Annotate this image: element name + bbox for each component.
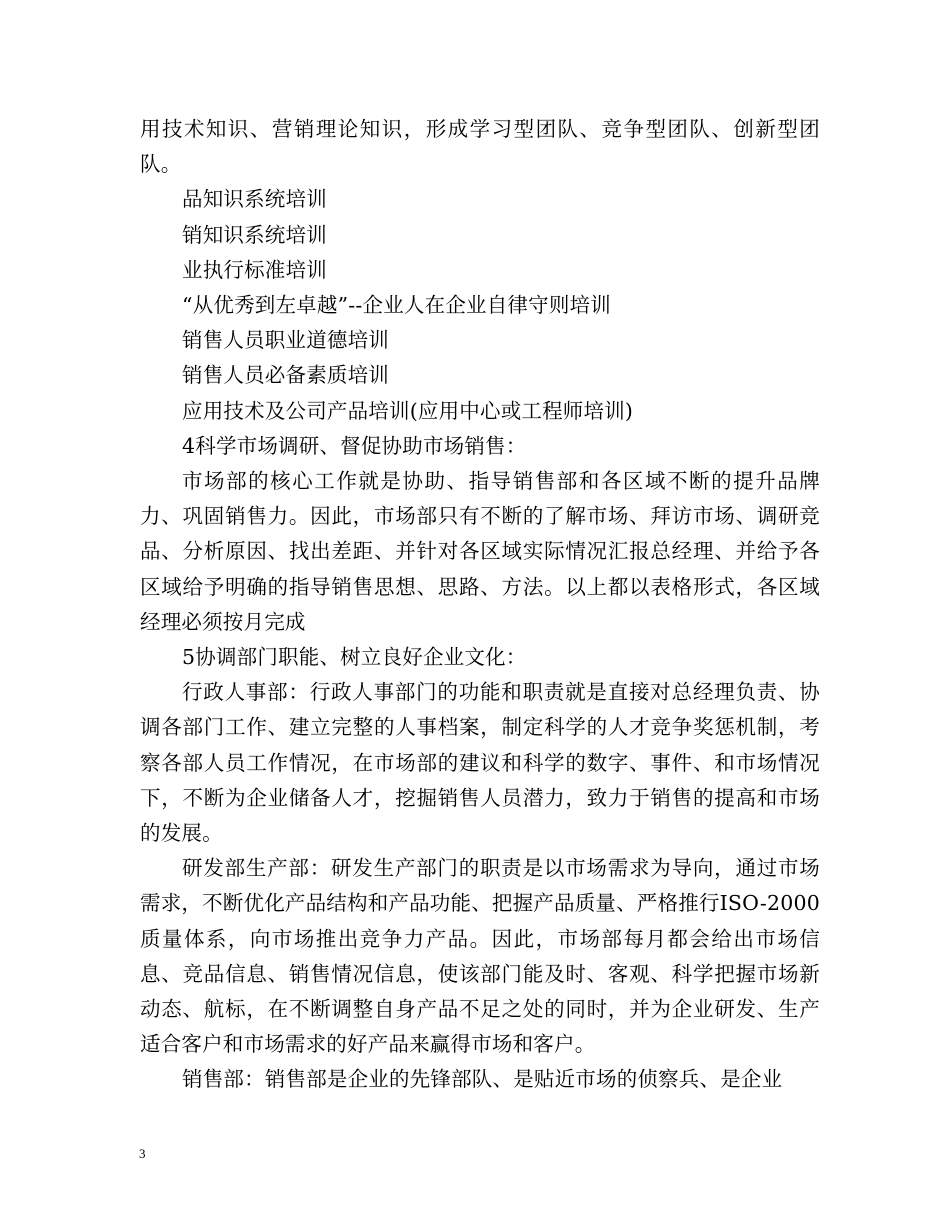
paragraph: 销售人员必备素质培训 xyxy=(182,363,389,388)
paragraph: “从优秀到左卓越”--企业人在企业自律守则培训 xyxy=(182,293,611,318)
paragraph: 5协调部门职能、树立良好企业文化： xyxy=(182,645,527,670)
paragraph: 研发部生产部：研发生产部门的职责是以市场需求为导向，通过市场需求，不断优化产品结构和产品功能、把握产品质量、严格推行ISO-2000质量体系，向市场推出竞争力产品。因此，市场部每月都会给出市场信息、竞品信息、销售情况信息，使该部门能及时、客观、科学把握市场新动态、航标，在不断调整自身产品不足之处的同时，并为企业研发、生产适合客户和市场需求的好产品来赢得市场和客户。 xyxy=(140,856,820,1057)
paragraph: 品知识系统培训 xyxy=(182,187,327,212)
paragraph: 销知识系统培训 xyxy=(182,222,327,247)
paragraph: 应用技术及公司产品培训(应用中心或工程师培训) xyxy=(182,398,634,423)
paragraph: 销售部：销售部是企业的先锋部队、是贴近市场的侦察兵、是企业 xyxy=(182,1067,783,1092)
paragraph: 用技术知识、营销理论知识，形成学习型团队、竞争型团队、创新型团队。 xyxy=(140,117,820,177)
document-body xyxy=(140,112,820,1098)
paragraph: 市场部的核心工作就是协助、指导销售部和各区域不断的提升品牌力、巩固销售力。因此，市场部只有不断的了解市场、拜访市场、调研竞品、分析原因、找出差距、并针对各区域实际情况汇报总经理、并给予各区域给予明确的指导销售思想、思路、方法。以上都以表格形式，各区域经理必须按月完成 xyxy=(140,469,820,634)
paragraph: 销售人员职业道德培训 xyxy=(182,328,389,353)
paragraph: 业执行标准培训 xyxy=(182,257,327,282)
paragraph: 行政人事部：行政人事部门的功能和职责就是直接对总经理负责、协调各部门工作、建立完整的人事档案，制定科学的人才竞争奖惩机制，考察各部人员工作情况，在市场部的建议和科学的数字、事件、和市场情况下，不断为企业储备人才，挖掘销售人员潜力，致力于销售的提高和市场的发展。 xyxy=(140,680,820,846)
paragraph: 4科学市场调研、督促协助市场销售： xyxy=(182,433,527,458)
page-number: 3 xyxy=(139,1146,146,1161)
